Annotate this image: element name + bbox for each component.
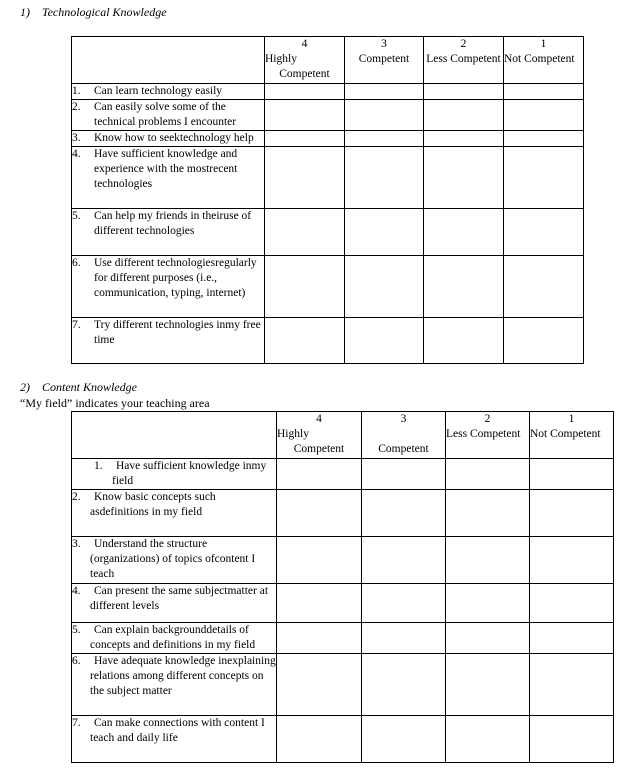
section1-table — [71, 36, 584, 364]
rating-cell[interactable] — [424, 209, 504, 256]
rating-cell[interactable] — [424, 131, 504, 147]
item-number: 1. — [72, 85, 81, 97]
item-cell — [72, 537, 277, 584]
rating-cell[interactable] — [424, 84, 504, 100]
scale-number: 1 — [540, 38, 547, 50]
table-row — [72, 147, 584, 209]
scale-number: 3 — [400, 413, 407, 425]
table-row — [72, 100, 584, 131]
table-row — [72, 584, 614, 623]
item-text: Can help my friends in theiruse of different technologies — [94, 210, 252, 237]
rating-cell[interactable] — [362, 490, 446, 537]
item-number: 6. — [72, 257, 81, 269]
item-number: 3. — [72, 132, 81, 144]
item-text: Try different technologies inmy free time — [94, 319, 261, 346]
section1-heading: 1) Technological Knowledge — [20, 5, 167, 19]
scale-number: 2 — [484, 413, 491, 425]
table-row — [72, 490, 614, 537]
scale-label: Competent — [358, 53, 410, 65]
scale-header-row — [72, 412, 614, 459]
rating-cell[interactable] — [446, 490, 530, 537]
rating-cell[interactable] — [362, 537, 446, 584]
rating-cell[interactable] — [345, 256, 424, 318]
scale-col-1 — [530, 412, 614, 459]
rating-cell[interactable] — [265, 84, 345, 100]
rating-cell[interactable] — [362, 654, 446, 716]
item-cell — [72, 209, 265, 256]
rating-cell[interactable] — [362, 459, 446, 490]
scale-number: 4 — [301, 38, 308, 50]
scale-col-3 — [345, 37, 424, 84]
rating-cell[interactable] — [504, 209, 584, 256]
item-number: 5. — [72, 624, 81, 636]
item-cell — [72, 490, 277, 537]
rating-cell[interactable] — [265, 256, 345, 318]
item-number: 2. — [72, 491, 81, 503]
table-row — [72, 318, 584, 364]
item-text: Have adequate knowledge inexplaining relations among different concepts on the subject matter — [90, 655, 276, 697]
scale-number: 2 — [460, 38, 467, 50]
scale-col-1 — [504, 37, 584, 84]
item-cell — [72, 84, 265, 100]
item-cell — [72, 623, 277, 654]
scale-number: 4 — [316, 413, 322, 425]
scale-label: Less Competent — [426, 53, 501, 65]
item-cell — [72, 147, 265, 209]
scale-number: 1 — [568, 413, 575, 425]
rating-cell[interactable] — [265, 131, 345, 147]
rating-cell[interactable] — [277, 537, 362, 584]
rating-cell[interactable] — [265, 147, 345, 209]
rating-cell[interactable] — [362, 716, 446, 763]
rating-cell[interactable] — [345, 318, 424, 364]
scale-number: 3 — [381, 38, 387, 50]
item-cell — [72, 256, 265, 318]
rating-cell[interactable] — [530, 490, 614, 537]
rating-cell[interactable] — [504, 147, 584, 209]
header-blank-cell — [72, 412, 277, 459]
rating-cell[interactable] — [277, 623, 362, 654]
item-number: 7. — [72, 319, 81, 331]
rating-cell[interactable] — [446, 654, 530, 716]
table-row — [72, 537, 614, 584]
rating-cell[interactable] — [345, 209, 424, 256]
scale-col-4 — [277, 412, 362, 459]
rating-cell[interactable] — [424, 318, 504, 364]
rating-cell[interactable] — [345, 84, 424, 100]
rating-cell[interactable] — [530, 459, 614, 490]
item-text: Know how to seektechnology help — [94, 132, 254, 144]
scale-col-4 — [265, 37, 345, 84]
rating-cell[interactable] — [424, 147, 504, 209]
item-cell — [72, 459, 277, 490]
scale-col-2 — [446, 412, 530, 459]
header-blank-cell — [72, 37, 265, 84]
item-text: Can make connections with content I teach and daily life — [90, 717, 265, 744]
item-cell — [72, 131, 265, 147]
rating-cell[interactable] — [446, 459, 530, 490]
item-text: Can easily solve some of the technical problems I encounter — [94, 101, 237, 128]
scale-label: Less Competent — [446, 428, 521, 440]
rating-cell[interactable] — [345, 131, 424, 147]
item-cell — [72, 318, 265, 364]
rating-cell[interactable] — [530, 537, 614, 584]
rating-cell[interactable] — [504, 100, 584, 131]
rating-cell[interactable] — [362, 584, 446, 623]
table-row — [72, 716, 614, 763]
item-number: 5. — [72, 210, 81, 222]
item-text: Understand the structure (organizations) of topics ofcontent I teach — [90, 538, 256, 580]
rating-cell[interactable] — [345, 147, 424, 209]
item-number: 6. — [72, 655, 81, 667]
scale-col-2 — [424, 37, 504, 84]
rating-cell[interactable] — [530, 716, 614, 763]
scale-label: Competent — [378, 443, 429, 455]
item-number: 4. — [72, 148, 81, 160]
table-row — [72, 84, 584, 100]
rating-cell[interactable] — [446, 716, 530, 763]
rating-cell[interactable] — [504, 256, 584, 318]
item-number: 3. — [72, 538, 81, 550]
table-row — [72, 654, 614, 716]
scale-header-row — [72, 37, 584, 84]
rating-cell[interactable] — [345, 100, 424, 131]
item-text: Can learn technology easily — [94, 85, 223, 97]
table-row — [72, 131, 584, 147]
scale-label-highly-2: Competent — [279, 68, 330, 80]
item-text: Have sufficient knowledge inmy field — [112, 460, 267, 487]
rating-cell[interactable] — [530, 584, 614, 623]
item-text: Know basic concepts such asdefinitions in my field — [90, 491, 216, 518]
item-number: 7. — [72, 717, 81, 729]
item-text: Have sufficient knowledge and experience with the mostrecent technologies — [94, 148, 238, 190]
rating-cell[interactable] — [446, 623, 530, 654]
rating-cell[interactable] — [530, 654, 614, 716]
rating-cell[interactable] — [446, 537, 530, 584]
rating-cell[interactable] — [530, 623, 614, 654]
item-cell — [72, 100, 265, 131]
rating-cell[interactable] — [504, 131, 584, 147]
rating-cell[interactable] — [424, 256, 504, 318]
rating-cell[interactable] — [265, 318, 345, 364]
table-row — [72, 623, 614, 654]
rating-cell[interactable] — [277, 584, 362, 623]
rating-cell[interactable] — [277, 459, 362, 490]
rating-cell[interactable] — [424, 100, 504, 131]
scale-label: Not Competent — [504, 53, 575, 65]
rating-cell[interactable] — [446, 584, 530, 623]
rating-cell[interactable] — [504, 318, 584, 364]
rating-cell[interactable] — [362, 623, 446, 654]
item-text: Can explain backgrounddetails of concepts and definitions in my field — [90, 624, 256, 651]
item-number: 2. — [72, 101, 81, 113]
rating-cell[interactable] — [265, 209, 345, 256]
scale-label-highly: Highly — [277, 428, 309, 440]
item-number: 1. — [94, 460, 103, 472]
rating-cell[interactable] — [277, 654, 362, 716]
table-row — [72, 459, 614, 490]
scale-label-highly-2: Competent — [293, 443, 345, 455]
item-text: Can present the same subjectmatter at different levels — [90, 585, 269, 612]
table-row — [72, 209, 584, 256]
rating-cell[interactable] — [277, 716, 362, 763]
rating-cell[interactable] — [504, 84, 584, 100]
section2-note: “My field” indicates your teaching area — [20, 396, 210, 410]
item-text: Use different technologiesregularly for different purposes (i.e., communication, typing, internet) — [94, 257, 257, 299]
rating-cell[interactable] — [265, 100, 345, 131]
item-cell — [72, 584, 277, 623]
table-row — [72, 256, 584, 318]
section2-heading: 2) Content Knowledge — [20, 380, 137, 394]
section2-table — [71, 411, 614, 763]
scale-label: Not Competent — [530, 428, 601, 440]
item-number: 4. — [72, 585, 81, 597]
item-cell — [72, 654, 277, 716]
scale-label-highly: Highly — [265, 53, 297, 65]
item-cell — [72, 716, 277, 763]
scale-col-3 — [362, 412, 446, 459]
rating-cell[interactable] — [277, 490, 362, 537]
